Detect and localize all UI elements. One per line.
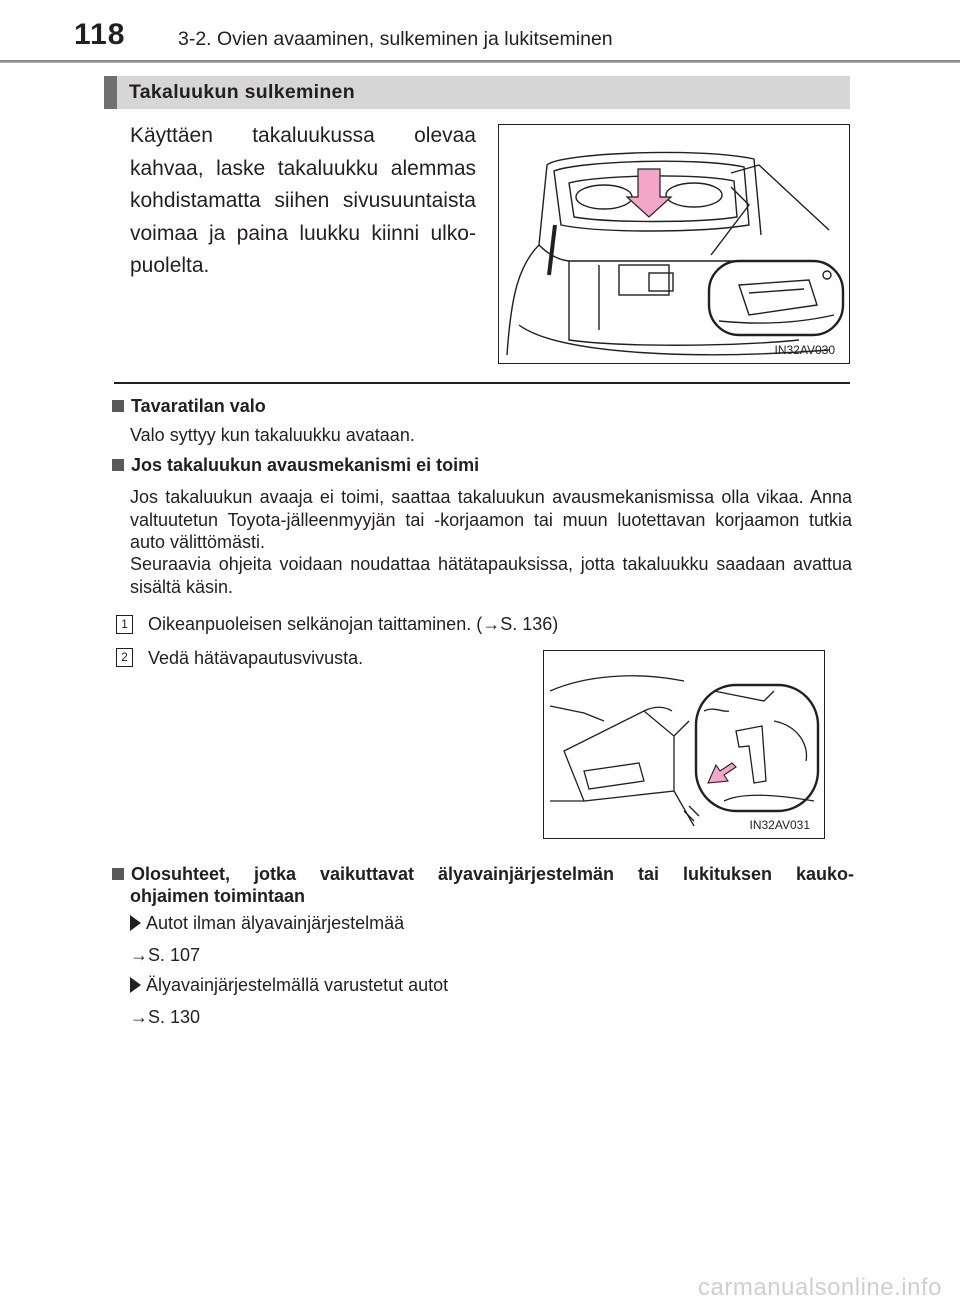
page-reference-130[interactable]: →S. 130 bbox=[130, 1007, 201, 1027]
figure-release-lever bbox=[543, 650, 825, 839]
step-number-2: 2 bbox=[116, 648, 133, 667]
page-number: 118 bbox=[74, 18, 126, 51]
trunk-lid-illustration bbox=[499, 125, 849, 363]
figure-code: IN32AV030 bbox=[774, 343, 835, 357]
step-number-1: 1 bbox=[116, 615, 133, 634]
section-title: Takaluukun sulkeminen bbox=[129, 81, 355, 103]
sub-item-with-smart-key: Älyavainjärjestelmällä varustetut autot bbox=[130, 974, 448, 996]
note-body-emergency: Seuraavia ohjeita voidaan noudattaa hätätapauksissa, jotta takaluukku saadaan avattua sisältä käsin. bbox=[130, 554, 852, 597]
section-divider bbox=[114, 382, 850, 384]
note-heading-trunk-light: Tavaratilan valo bbox=[112, 394, 266, 419]
header-rule bbox=[0, 60, 960, 63]
square-bullet-icon bbox=[112, 459, 124, 471]
square-bullet-icon bbox=[112, 868, 124, 880]
note-body-trunk-light: Valo syttyy kun takaluukku avataan. bbox=[130, 425, 415, 445]
step-text-1: Oikeanpuoleisen selkänojan taittaminen. (→S. 136) bbox=[148, 614, 559, 634]
sub-item-without-smart-key: Autot ilman älyavainjärjestelmää bbox=[130, 912, 404, 934]
section-heading-bar bbox=[104, 76, 117, 109]
figure-code: IN32AV031 bbox=[749, 818, 810, 832]
page-reference-107[interactable]: →S. 107 bbox=[130, 945, 201, 965]
triangle-bullet-icon bbox=[130, 915, 141, 931]
intro-paragraph: Käyttäen takaluukussa olevaa kahvaa, laske takaluukku alemmas kohdistamatta siihen sivusuuntaista voimaa ja paina luukku kiinni ulkopuolelta. bbox=[130, 124, 476, 277]
square-bullet-icon bbox=[112, 400, 124, 412]
pull-arrow-icon bbox=[708, 763, 736, 783]
figure-trunk-lid bbox=[498, 124, 850, 364]
step-text-2: Vedä hätävapautusvivusta. bbox=[148, 648, 364, 668]
release-lever-illustration bbox=[544, 651, 824, 838]
triangle-bullet-icon bbox=[130, 977, 141, 993]
section-heading bbox=[104, 76, 850, 109]
note-heading-mechanism: Jos takaluukun avausmekanismi ei toimi bbox=[112, 453, 479, 478]
watermark: carmanualsonline.info bbox=[698, 1274, 942, 1301]
chapter-title: 3-2. Ovien avaaminen, sulkeminen ja lukitseminen bbox=[178, 28, 613, 50]
note-body-mechanism: Jos takaluukun avaaja ei toimi, saattaa takaluukun avausmekanismissa olla vikaa. Anna valtuutetun Toyota-jälleenmyyjän tai -korjaamon tai muun luotettavan korjaamon tutkia auto välittömästi. bbox=[130, 487, 852, 552]
note-heading-smart-key-line2: ohjaimen toimintaan bbox=[130, 886, 306, 906]
note-heading-smart-key: Olosuhteet, jotka vaikuttavat älyavainjärjestelmän tai lukituksen kauko- bbox=[112, 862, 854, 887]
